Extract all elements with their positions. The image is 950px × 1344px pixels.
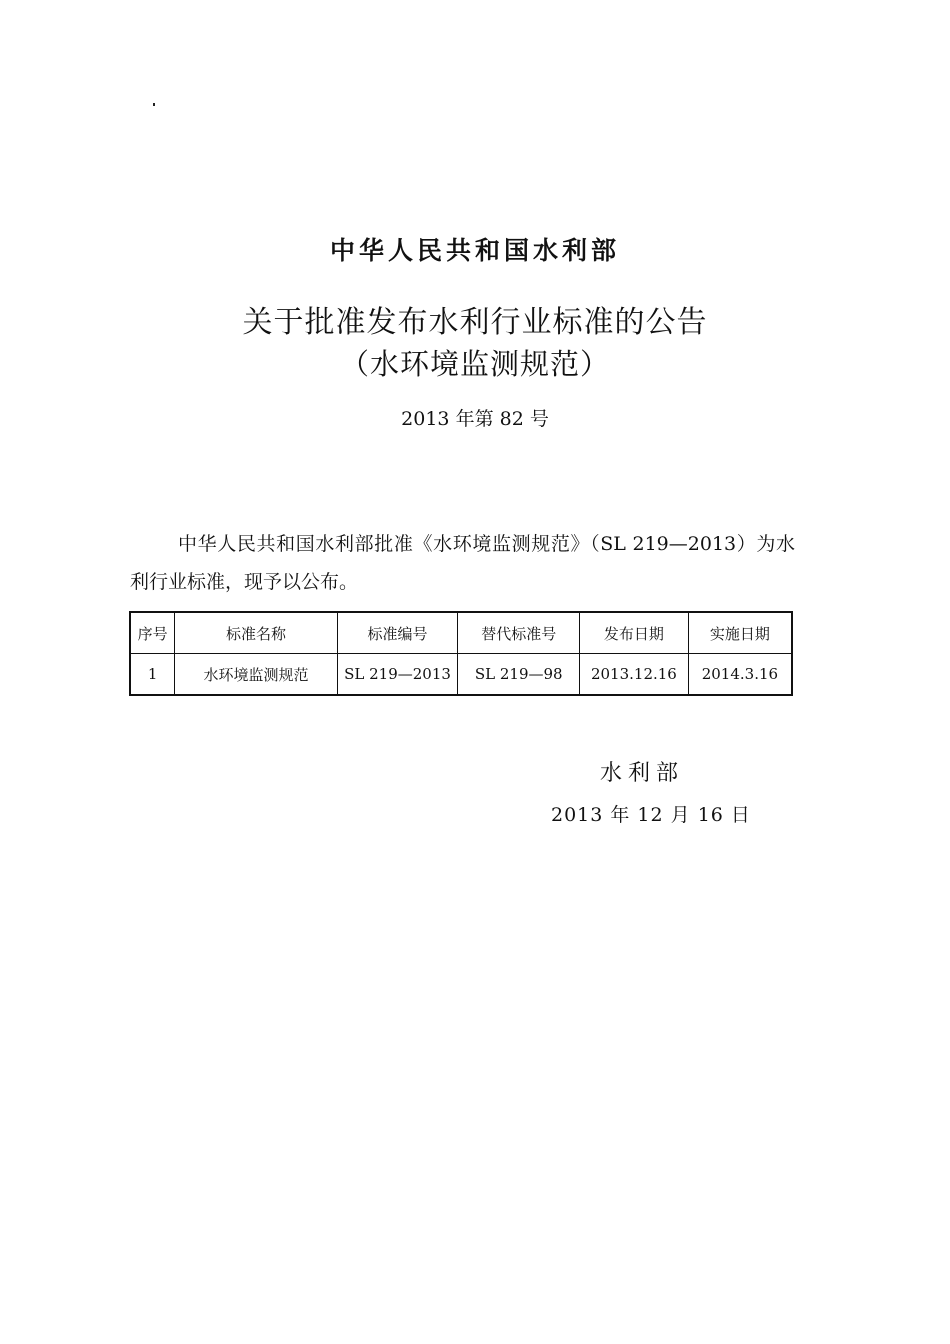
cell-issue-date: 2013.12.16 bbox=[580, 654, 689, 696]
notice-title: 关于批准发布水利行业标准的公告 bbox=[242, 305, 708, 340]
notice-subtitle: （水环境监测规范） bbox=[339, 347, 610, 381]
cell-code: SL 219—2013 bbox=[337, 654, 458, 696]
issuer-heading: 中华人民共和国水利部 bbox=[329, 236, 620, 265]
table-header-row bbox=[130, 612, 792, 654]
cell-name: 水环境监测规范 bbox=[175, 654, 337, 696]
scan-speck bbox=[153, 103, 155, 106]
cell-seq: 1 bbox=[130, 654, 175, 696]
standards-table bbox=[129, 611, 793, 696]
notice-number: 2013 年第 82 号 bbox=[401, 408, 549, 430]
signer: 水利部 bbox=[600, 761, 685, 786]
col-header-issue-date: 发布日期 bbox=[580, 612, 689, 654]
col-header-name: 标准名称 bbox=[175, 612, 337, 654]
cell-replaced: SL 219—98 bbox=[458, 654, 580, 696]
col-header-code: 标准编号 bbox=[337, 612, 458, 654]
col-header-effective-date: 实施日期 bbox=[688, 612, 792, 654]
col-header-replaced: 替代标准号 bbox=[458, 612, 580, 654]
col-header-seq: 序号 bbox=[130, 612, 175, 654]
notice-body: 中华人民共和国水利部批准《水环境监测规范》（SL 219—2013）为水利行业标准，现予以公布。 bbox=[130, 533, 795, 593]
table-row bbox=[130, 654, 792, 696]
signature-date: 2013 年 12 月 16 日 bbox=[551, 804, 751, 826]
cell-effective-date: 2014.3.16 bbox=[688, 654, 792, 696]
